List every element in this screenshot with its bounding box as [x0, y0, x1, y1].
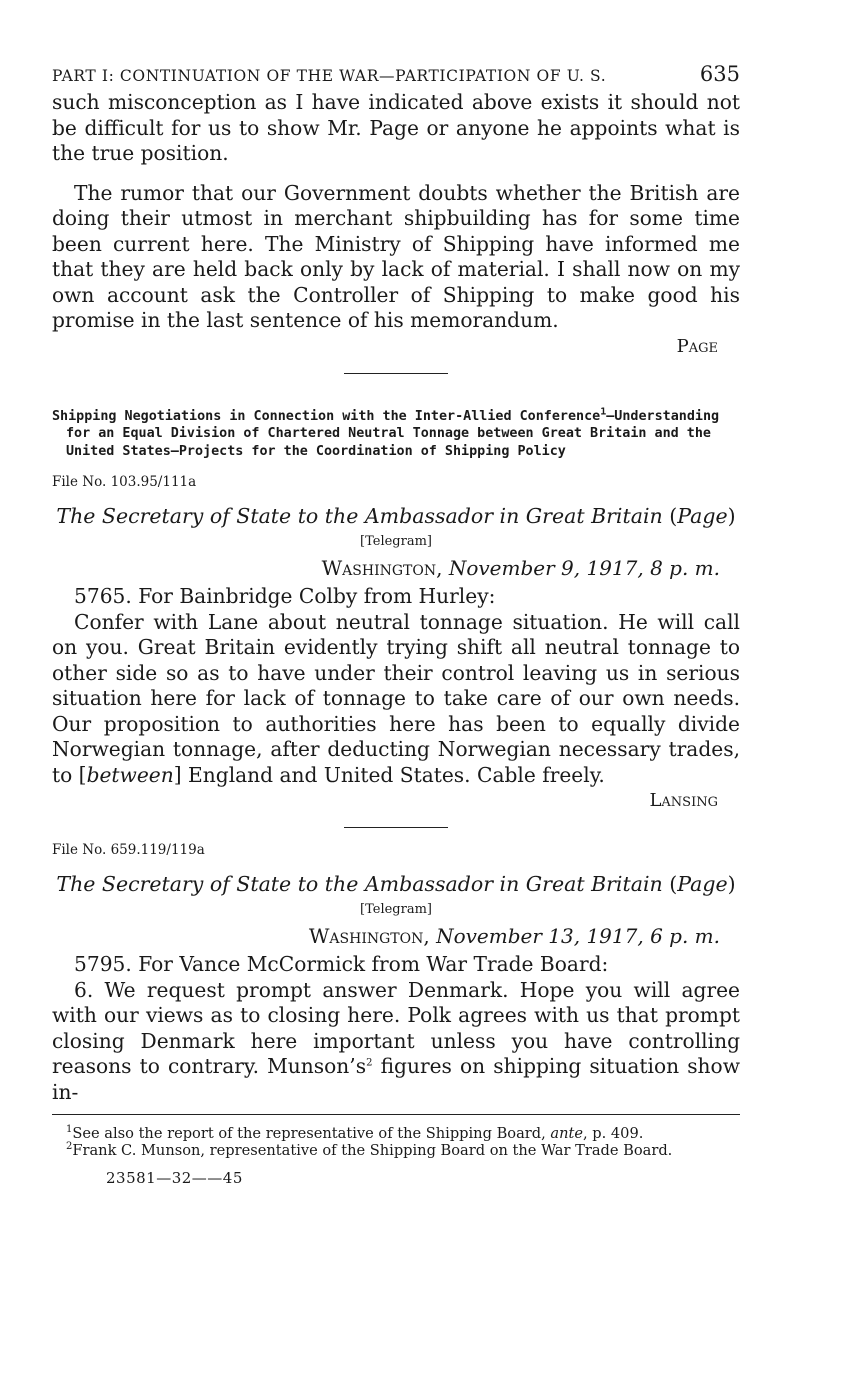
separator-rule [344, 373, 448, 374]
file-number: File No. 103.95/111a [52, 474, 197, 490]
footnote-text-a: Frank C. Munson, representative of the Shipping Board on the War Trade Board. [72, 1142, 673, 1159]
document-type: [Telegram] [360, 902, 432, 917]
footnote-text-a: See also the report of the representative of the Shipping Board, [72, 1125, 551, 1142]
footnote [52, 1142, 740, 1159]
document-type: [Telegram] [360, 534, 432, 549]
document-title-recipient: Page [677, 872, 728, 896]
telegram-body-text-b: figures on shipping situation show in- [52, 1054, 740, 1104]
dateline [52, 556, 720, 580]
telegram-body-emphasis: between [86, 762, 174, 787]
telegram-body-text-b: ] England and United States. Cable freely. [173, 762, 605, 787]
telegram-body [52, 610, 740, 789]
document-title-text: The Secretary of State to the Ambassador in Great Britain [56, 872, 670, 896]
telegram-body-text-a: 6. We request prompt answer Denmark. Hope you will agree with our views as to closing here. Polk agrees with us that prompt closing Denmark here important unless you have controlling reasons to contrary. Munson’s [52, 977, 740, 1078]
separator-rule [344, 827, 448, 828]
running-head-title: PART I: CONTINUATION OF THE WAR—PARTICIPATION OF U. S. [52, 67, 607, 85]
footnote [52, 1125, 740, 1142]
telegram-opener: 5765. For Bainbridge Colby from Hurley: [74, 584, 496, 608]
footnotes [52, 1125, 740, 1159]
section-heading-text-a: Shipping Negotiations in Connection with the Inter-Allied Conference [52, 408, 601, 424]
footnote-text-b: , p. 409. [582, 1125, 644, 1142]
dateline-place: Washington, [321, 556, 443, 580]
printer-signature-mark: 23581—32——45 [106, 1169, 243, 1187]
footnote-mark: 2 [66, 1141, 73, 1153]
footnote-ref-2: 2 [366, 1057, 373, 1069]
title-paren-open: ( [669, 872, 678, 896]
title-paren-open: ( [669, 504, 678, 528]
carryover-paragraph: such misconception as I have indicated above exists it should not be difficult for us to show Mr. Page or anyone he appoints what is the true position. [52, 90, 740, 165]
dateline-date: November 9, 1917, 8 p. m. [442, 556, 720, 580]
dateline [52, 924, 720, 948]
running-head [52, 62, 740, 86]
telegram-body [52, 978, 740, 1106]
footnote-mark: 1 [66, 1124, 73, 1136]
dateline-date: November 13, 1917, 6 p. m. [429, 924, 720, 948]
signature-page: Page [676, 335, 718, 357]
footnote-ref-1: 1 [600, 406, 607, 418]
document-title [52, 504, 740, 528]
footnote-emphasis: ante [550, 1125, 583, 1142]
document-title-text: The Secretary of State to the Ambassador in Great Britain [56, 504, 670, 528]
telegram-opener: 5795. For Vance McCormick from War Trade Board: [74, 952, 609, 976]
document-title [52, 872, 740, 896]
document-title-recipient: Page [677, 504, 728, 528]
dateline-place: Washington, [308, 924, 430, 948]
footnote-rule [52, 1114, 740, 1115]
signature-lansing: Lansing [649, 790, 718, 811]
document-page [52, 62, 740, 1187]
section-heading-text-b: —Understanding for an Equal Division of Chartered Neutral Tonnage between Great Britain and the United States—Projects for the Coordination of Shipping Policy [66, 408, 720, 459]
telegram-body-text-a: Confer with Lane about neutral tonnage situation. He will call on you. Great Britain evidently trying shift all neutral tonnage to other side so as to have under their control leaving us in serious situation here for lack of tonnage to take care of our own needs. Our proposition to authorities here has been to equally divide Norwegian tonnage, after deducting Norwegian necessary trades, to [ [52, 609, 740, 787]
file-number: File No. 659.119/119a [52, 842, 205, 858]
title-paren-close: ) [727, 872, 736, 896]
rumor-paragraph: The rumor that our Government doubts whether the British are doing their utmost in merchant shipbuilding has for some time been current here. The Ministry of Shipping have informed me that they are held back only by lack of material. I shall now on my own account ask the Controller of Shipping to make good his promise in the last sentence of his memorandum. [52, 180, 740, 332]
title-paren-close: ) [727, 504, 736, 528]
page-number: 635 [699, 62, 740, 86]
section-heading [52, 408, 740, 461]
